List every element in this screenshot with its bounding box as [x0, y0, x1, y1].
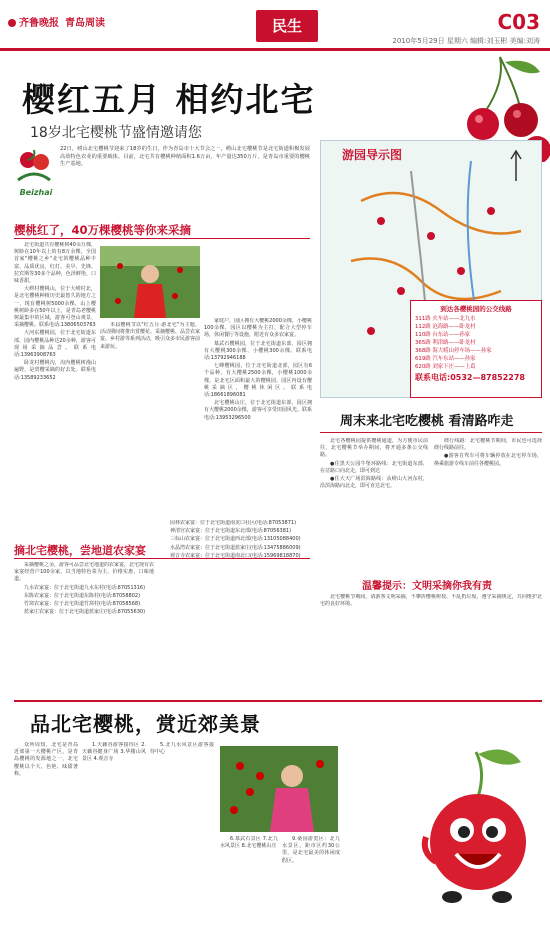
brand-sub: 青岛周读: [65, 18, 105, 29]
paragraph: 大河东樱桃园，位于北宅街道东部，园内樱桃品种达20余种，游客可现场采摘品尝。联系电话:13963908763: [14, 330, 96, 359]
cherry-mascot-icon: [416, 742, 546, 930]
section-title-farm-feast: 摘北宅樱桃，尝地道农家宴: [14, 544, 146, 557]
paragraph: 园林农家宴：位于北宅街道南龙口社区(电话:87053871): [170, 520, 297, 526]
article-column-1: [14, 242, 96, 512]
contact-phone: [415, 372, 537, 383]
article-column-2: [100, 322, 200, 512]
bus-route-item: 110路 台东站——孙家: [415, 332, 471, 338]
bus-route-item: 368路 海大崂山停车场——孙家: [415, 348, 492, 354]
bottom-column-4: [220, 836, 278, 928]
page-header: [0, 0, 550, 52]
brand-logo-icon: [8, 19, 16, 27]
article-column-farm-2: [160, 520, 310, 692]
contact-number: 0532—87852278: [450, 373, 525, 382]
section-title-directions: 周末来北宅吃樱桃 看清路咋走: [340, 414, 514, 429]
paragraph: 东陈农家宴：位于北宅街道东陈村(电话:87058802): [24, 592, 141, 599]
paragraph: 卧龙村樱桃沟，沟内樱桃树漫山遍野，是赏樱采摘的好去处。联系电话:13589233652: [14, 360, 96, 381]
photo-cherry-picker: [100, 246, 200, 318]
cherry-picker-image: [100, 246, 200, 318]
paragraph: 家庭户，园区拥有大樱桃2000余棵，小樱桃100余棵，园区以樱桃为主打，配合大型停车场，休闲餐厅等设施，附近有众多农家宴。: [204, 318, 312, 339]
cherry-harvest-image: [220, 746, 338, 832]
section-title-cherry-picking: 樱桃红了，40万棵樱桃等你来采摘: [14, 223, 192, 237]
subheadline: 18岁北宅樱桃节盛情邀请您: [30, 125, 202, 141]
paragraph: 大崂村樱桃山，位于大崂村北，是北宅樱桃种植历史最悠久的地方之一，现有樱桃树5000余棵，山上樱桃树龄多在50年以上，是青岛老樱桃树最集中的区域，游客可登山观景、采摘樱桃。联系电话:13806503763: [14, 286, 96, 329]
bus-route-item: 619路 汽车东站——孙家: [415, 356, 476, 362]
paragraph: 本届樱桃节以"红五月·游北宅"为主题，活动期间将推出赏樱花、采摘樱桃、品尝农家宴、乡村游等系列活动，吸引众多市民游客前来游玩。: [100, 322, 200, 350]
warm-tip-title: 温馨提示：文明采摘你我有责: [362, 581, 492, 592]
paragraph: 竹窝农家宴：位于北宅街道竹窝村(电话:87058568): [24, 601, 141, 608]
paragraph: 北宅樱桃节期间，请游客文明采摘，不攀折樱桃树枝，不乱扔垃圾，遵守采摘规定，共同维护北宅的良好环境。: [320, 594, 542, 608]
bus-route-item: 620路 刘家下庄——上葛: [415, 364, 476, 370]
paragraph: 北宅樱桃山庄，位于北宅街道东部，园区拥有大樱桃2000余棵，游客可享受田园风光。联系电话:13953296500: [204, 400, 312, 421]
beizhai-logo-icon: [14, 148, 54, 184]
article-column-directions-1: [320, 438, 428, 568]
paragraph: 5.北九水风景区游客接待中心: [150, 742, 214, 756]
bus-routes-title: 到达各樱桃园的公交线路: [440, 305, 512, 313]
paragraph: 北宅各樱桃园提供樱桃通道，为方便市民前往，北宅樱桃节举办期间，将开通多条公交线路。: [320, 438, 428, 459]
page-meta: 2010年5月29日 星期六 编辑:刘玉彬 美编:刘涛: [392, 37, 540, 45]
photo-cherry-harvest: [220, 746, 338, 832]
logo-name: Beizhai: [19, 188, 53, 197]
paragraph: 水晶湾农家宴：位于北宅街道蓝家庄(电话:13475886009): [170, 544, 301, 551]
paragraph: 观音寺农家宴：位于北宅街道南北口(电话:15969818870): [170, 552, 301, 559]
paragraph: 1.天籁谷游客接待区 2.天籁谷健身广场 3.华楼山风景区 4.观音寺: [82, 742, 146, 763]
bottom-column-5: [282, 836, 340, 928]
paragraph: 三标山农家宴：位于北宅街道西北部(电话:13105088400): [170, 536, 301, 543]
section-divider: [320, 432, 542, 433]
article-column-farm-1: [14, 562, 154, 692]
brand: [8, 14, 105, 29]
paragraph: 采摘樱桃之余，游客可品尝北宅地道的农家宴，北宅现有农家宴经营户100余家，以当地特色菜为主，价格实惠，口味地道。: [14, 562, 154, 583]
page-code: C03: [497, 10, 540, 34]
contact-label: 联系电话:: [415, 373, 451, 382]
bottom-headline: 品北宅樱桃，赏近郊美景: [30, 712, 261, 736]
section-divider: [14, 238, 310, 239]
bus-routes-box: [410, 300, 542, 398]
warm-tip-text: [320, 594, 542, 674]
section-divider: [14, 700, 542, 702]
bottom-column-3: [150, 742, 214, 928]
header-divider: [0, 48, 550, 51]
paragraph: 神清宫农家宴：位于北宅街道东北部(电话:87056381): [170, 528, 292, 535]
paragraph: 北宅街道共有樱桃树40余万棵，树龄在10年以上的有8万余棵，全国首家"樱桃之乡"北宅的樱桃品种丰富、品质优良，红灯、美早、先锋、拉宾斯等30多个品种，色泽鲜艳，口味香甜。: [14, 242, 96, 285]
paragraph: ●住大天广场滨海路线：从崂山大河东村，沿滨海路向北走，即可直达北宅。: [320, 476, 428, 490]
bus-route-item: 311路 火车站——北九水: [415, 316, 476, 322]
paragraph: 七峰樱桃园，位于北宅街道北部，园区有6个品种，有大樱桃2500余棵，小樱桃1000余棵，是北宅区面积最大的樱桃园，园区内设有樱桃采摘区，樱桃休闲区。联系电话:18661896081: [204, 363, 312, 399]
paragraph: 慕武石樱桃园，位于北宅街道东部，园区拥有大樱桃300余棵、小樱桃300余棵。联系电话:13792946188: [204, 340, 312, 362]
bottom-column-1: [14, 742, 78, 928]
lead-paragraph: 22日，崂山北宅樱桃节迎来了18岁的生日，作为青岛市十大节会之一，崂山北宅樱桃节是北宅街道积极发展高效特色农业的重要载体。目前，北宅共有樱桃种植面积1.6万亩，年产量达350万斤，是青岛市重要的樱桃生产基地。: [60, 146, 310, 168]
beizhai-logo: [14, 148, 58, 210]
section-tab: 民生: [256, 10, 318, 42]
headline: 樱红五月 相约北宅: [22, 80, 316, 119]
paragraph: 9.桑园游览区：北九水景区，距市区约30公里，是北宅最美的休闲度假区。: [282, 836, 340, 864]
paragraph: 蓝家庄农家宴：位于北宅街道蓝家庄(电话:87055630): [24, 609, 146, 616]
article-column-directions-2: [434, 438, 542, 568]
bus-route-item: 112路 沧海路——卧龙村: [415, 324, 476, 330]
article-column-3: [204, 318, 312, 512]
bus-route-item: 365路 利津路——卧龙村: [415, 340, 476, 346]
paragraph: ●游客自驾车可将车辆停放在北宅停车场，换乘旅游专线车前往各樱桃园。: [434, 453, 542, 467]
paragraph: 6.慕武石景区 7.北九水风景区 8.北宅樱桃山庄: [220, 836, 278, 850]
map-title: 游园导示图: [342, 148, 403, 162]
paragraph: 九水农家宴：位于北宅街道九水东村(电话:87051316): [24, 584, 146, 591]
paragraph: 众所周知，北宅是青岛近郊第一大樱桃产区，是青岛樱桃的发源地之一，北宅樱桃以个大、色艳、味甜著称。: [14, 742, 78, 777]
paragraph: 绕行线路：北宅樱桃节期间，市民也可选择绕行线路前往。: [434, 438, 542, 452]
brand-name: 齐鲁晚报: [19, 18, 59, 29]
bottom-column-2: [82, 742, 146, 928]
paragraph: ●住黑天公园牛堡环路线：北宅街道东部，在岔路口向北走，即可到达: [320, 460, 428, 474]
